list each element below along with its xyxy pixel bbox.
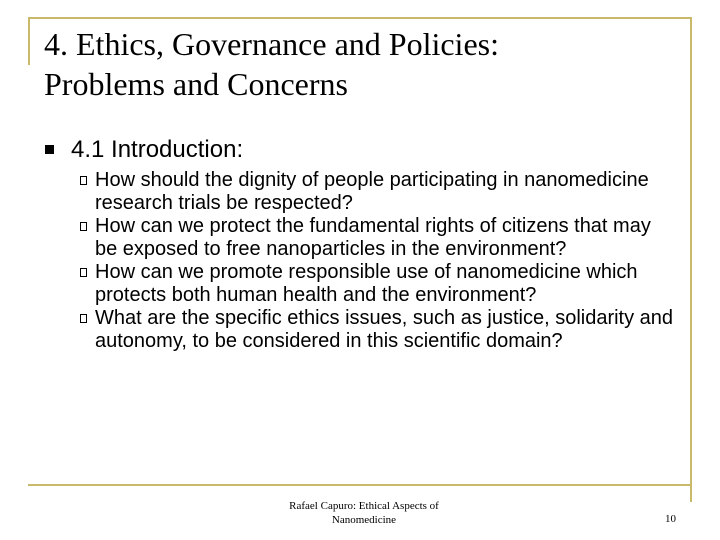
frame-left-line [28,17,30,65]
list-item [80,307,680,353]
frame-top-line [28,17,692,19]
question-text: How can we promote responsible use of nanomedicine which protects both human health and the environment? [95,261,638,306]
hollow-square-bullet-icon [80,176,87,185]
footer-author [264,499,464,527]
list-item [80,261,680,307]
hollow-square-bullet-icon [80,314,87,323]
list-item [80,215,680,261]
hollow-square-bullet-icon [80,268,87,277]
frame-bottom-line [28,484,692,486]
list-item [80,169,680,215]
footer-line-1: Rafael Capuro: Ethical Aspects of [289,500,439,512]
footer-line-2: Nanomedicine [331,514,397,526]
question-text: What are the specific ethics issues, such as justice, solidarity and autonomy, to be considered in this scientific domain? [95,307,674,352]
question-text: How should the dignity of people participating in nanomedicine research trials be respected? [95,169,649,214]
question-list [80,169,680,353]
slide-title-line-2: Problems and Concerns [44,66,348,102]
section-heading-text: 4.1 Introduction: [71,136,244,163]
square-bullet-icon [45,145,54,154]
page-number: 10 [665,513,676,525]
frame-right-line [690,17,692,502]
slide-title [44,24,664,104]
hollow-square-bullet-icon [80,222,87,231]
slide-title-line-1: 4. Ethics, Governance and Policies: [44,26,499,62]
question-text: How can we protect the fundamental rights of citizens that may be exposed to free nanoparticles in the environment? [95,215,651,260]
section-heading [45,136,243,164]
